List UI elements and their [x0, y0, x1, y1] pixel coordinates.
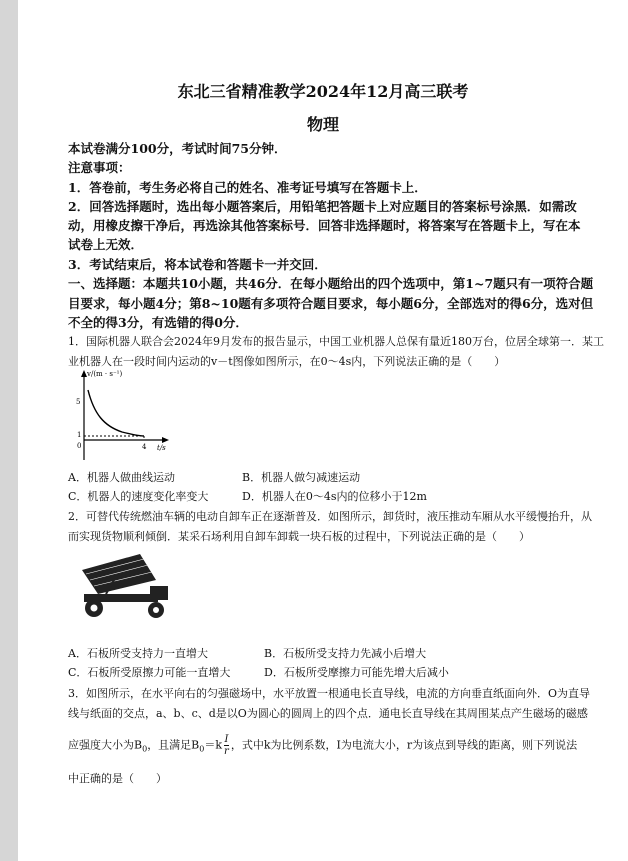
q2-line-2: 而实现货物顺利倾倒．某采石场利用自卸车卸载一块石板的过程中，下列说法正确的是（ ）	[68, 530, 530, 543]
q3-line-2: 线与纸面的交点，a、b、c、d是以O为圆心的圆周上的四个点．通电长直导线在其周围某点产生磁场的磁感	[68, 707, 588, 720]
y-tick-5: 5	[76, 398, 81, 406]
note-2-line-3: 试卷上无效．	[68, 237, 144, 252]
cab	[150, 586, 168, 600]
q1-line-2: 业机器人在一段时间内运动的v－t图像如图所示，在0～4s内，下列说法正确的是（ ）	[68, 355, 506, 368]
notes-title: 注意事项：	[68, 160, 131, 175]
y-axis-label: v/(m · s⁻¹)	[87, 370, 123, 378]
section-1-line-2: 目要求，每小题4分；第8~10题有多项符合题目要求，每小题6分，全部选对的得6分，选对但	[68, 296, 594, 311]
q1-line-1: 1．国际机器人联合会2024年9月发布的报告显示，中国工业机器人总保有量近180万台，位居全球第一．某工	[68, 335, 604, 348]
q3-line-3-part-b: ，且满足B	[147, 738, 200, 752]
q2-option-a: A．石板所受支持力一直增大	[68, 647, 208, 660]
note-2-line-1: 2．回答选择题时，选出每小题答案后，用铅笔把答题卡上对应题目的答案标号涂黑．如需改	[68, 199, 577, 214]
q3-line-4: 中正确的是（ ）	[68, 772, 167, 785]
q3-line-1: 3．如图所示，在水平向右的匀强磁场中，水平放置一根通电长直导线，电流的方向垂直纸面向外．O为直导	[68, 687, 591, 700]
q1-option-d: D．机器人在0～4s内的位移小于12m	[242, 490, 427, 503]
note-2-line-2: 动，用橡皮擦干净后，再选涂其他答案标号．回答非选择题时，将答案写在答题卡上，写在本	[68, 218, 581, 233]
velocity-curve	[88, 390, 144, 436]
origin-label: 0	[77, 442, 82, 450]
b0-subscript: 0	[142, 744, 148, 754]
q2-option-d: D．石板所受摩擦力可能先增大后减小	[264, 666, 449, 679]
q2-option-c: C．石板所受原擦力可能一直增大	[68, 666, 231, 679]
q3-line-3-part-d: ，式中k为比例系数，I为电流大小，r为该点到导线的距离，则下列说法	[230, 738, 578, 752]
fraction-numerator: I	[224, 734, 229, 745]
note-1: 1．答卷前，考生务必将自己的姓名、准考证号填写在答题卡上．	[68, 180, 427, 195]
x-axis-label: t/s	[157, 444, 166, 452]
x-tick-4: 4	[142, 443, 147, 451]
section-1-line-3: 不全的得3分，有选错的得0分．	[68, 315, 248, 330]
score-time: 本试卷满分100分，考试时间75分钟．	[68, 141, 287, 156]
q1-option-c: C．机器人的速度变化率变大	[68, 490, 209, 503]
q2-line-1: 2．可替代传统燃油车辆的电动自卸车正在逐渐普及．如图所示，卸货时，液压推动车厢从水平缓慢抬升，从	[68, 510, 592, 523]
q3-line-3-part-c: ＝k	[204, 738, 223, 752]
exam-title: 东北三省精准教学2024年12月高三联考	[177, 82, 469, 101]
q1-option-a: A．机器人做曲线运动	[68, 471, 175, 484]
note-3: 3．考试结束后，将本试卷和答题卡一并交回．	[68, 257, 327, 272]
q1-option-b: B．机器人做匀减速运动	[242, 471, 361, 484]
exam-page	[18, 0, 628, 861]
subject-title: 物理	[306, 115, 339, 134]
x-axis-arrow	[162, 437, 169, 443]
dump-truck-illustration	[70, 550, 174, 622]
fraction-i-over-r	[224, 734, 229, 757]
q2-option-b: B．石板所受支持力先减小后增大	[264, 647, 427, 660]
q3-line-3-part-a: 应强度大小为B	[68, 738, 143, 752]
fraction-denominator: r	[224, 746, 229, 757]
q3-line-3	[68, 734, 577, 757]
y-tick-1: 1	[77, 431, 82, 439]
section-1-line-1: 一、选择题：本题共10小题，共46分．在每小题给出的四个选项中，第1~7题只有一项符合题	[68, 276, 594, 291]
vt-graph	[70, 368, 170, 465]
b0-subscript-2: 0	[199, 744, 205, 754]
